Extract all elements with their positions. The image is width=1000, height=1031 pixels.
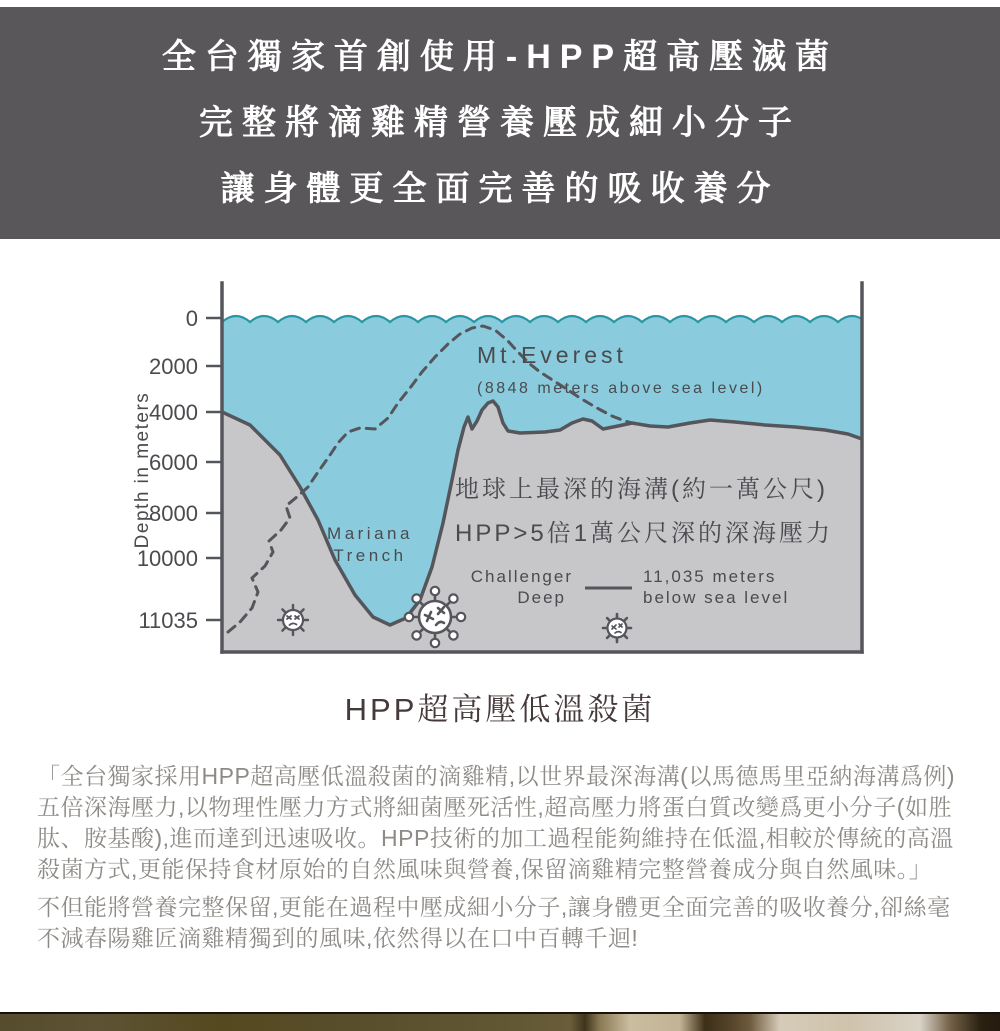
banner-line-1: 全台獨家首創使用-HPP超高壓滅菌 bbox=[161, 38, 839, 76]
axis-tick-label: 2000 bbox=[149, 354, 198, 379]
deepest-trench-cn-label: 地球上最深的海溝(約一萬公尺) bbox=[455, 476, 828, 503]
challenger-deep-label-line2: Deep bbox=[517, 588, 566, 607]
mariana-trench-label-line1: Mariana bbox=[327, 524, 413, 543]
axis-tick-label: 10000 bbox=[136, 546, 198, 571]
everest-sub-label: (8848 meters above sea level) bbox=[477, 380, 765, 397]
banner-line-3: 讓身體更全面完善的吸收養分 bbox=[220, 170, 780, 208]
depth-value-label-line1: 11,035 meters bbox=[643, 567, 777, 586]
axis-tick-label: 4000 bbox=[149, 400, 198, 425]
axis-tick-label: 6000 bbox=[149, 450, 198, 475]
banner-line-2: 完整將滴雞精營養壓成細小分子 bbox=[199, 104, 801, 142]
challenger-deep-label-line1: Challenger bbox=[470, 567, 573, 586]
body-copy bbox=[37, 761, 965, 954]
depth-diagram-svg bbox=[0, 255, 1000, 665]
depth-value-label-line2: below sea level bbox=[643, 588, 790, 607]
mariana-trench-label-line2: Trench bbox=[333, 546, 407, 565]
paragraph-2: 不但能將營養完整保留,更能在過程中壓成細小分子,讓身體更全面完善的吸收養分,卻絲毫不減春陽雞匠滴雞精獨到的風味,依然得以在口中百轉千迴! bbox=[37, 894, 951, 951]
header-banner bbox=[0, 7, 1000, 239]
axis-ticks bbox=[206, 318, 221, 620]
bacteria-icon bbox=[603, 614, 631, 642]
axis-tick-label: 0 bbox=[185, 306, 198, 331]
everest-label: Mt.Everest bbox=[477, 342, 627, 368]
hpp-pressure-cn-label: HPP>5倍1萬公尺深的深海壓力 bbox=[455, 520, 834, 547]
axis-tick-label: 8000 bbox=[149, 501, 198, 526]
section-title: HPP超高壓低溫殺菌 bbox=[344, 692, 656, 727]
virus-icon bbox=[405, 587, 465, 647]
y-axis-title: Depth in meters bbox=[132, 391, 153, 549]
paragraph-1: 「全台獨家採用HPP超高壓低溫殺菌的滴雞精,以世界最深海溝(以馬德馬里亞納海溝爲例)五倍深海壓力,以物理性壓力方式將細菌壓死活性,超高壓力將蛋白質改變爲更小分子(如胜肽、胺基酸),進而達到迅速吸收。HPP技術的加工過程能夠維持在低溫,相較於傳統的高溫殺菌方式,更能保持食材原始的自然風味與營養,保留滴雞精完整營養成分與自然風味。」 bbox=[37, 763, 955, 882]
depth-diagram bbox=[0, 255, 1000, 665]
axis-tick-label: 11035 bbox=[138, 608, 198, 633]
bacteria-icon bbox=[278, 605, 308, 635]
photo-strip bbox=[0, 1012, 1000, 1031]
